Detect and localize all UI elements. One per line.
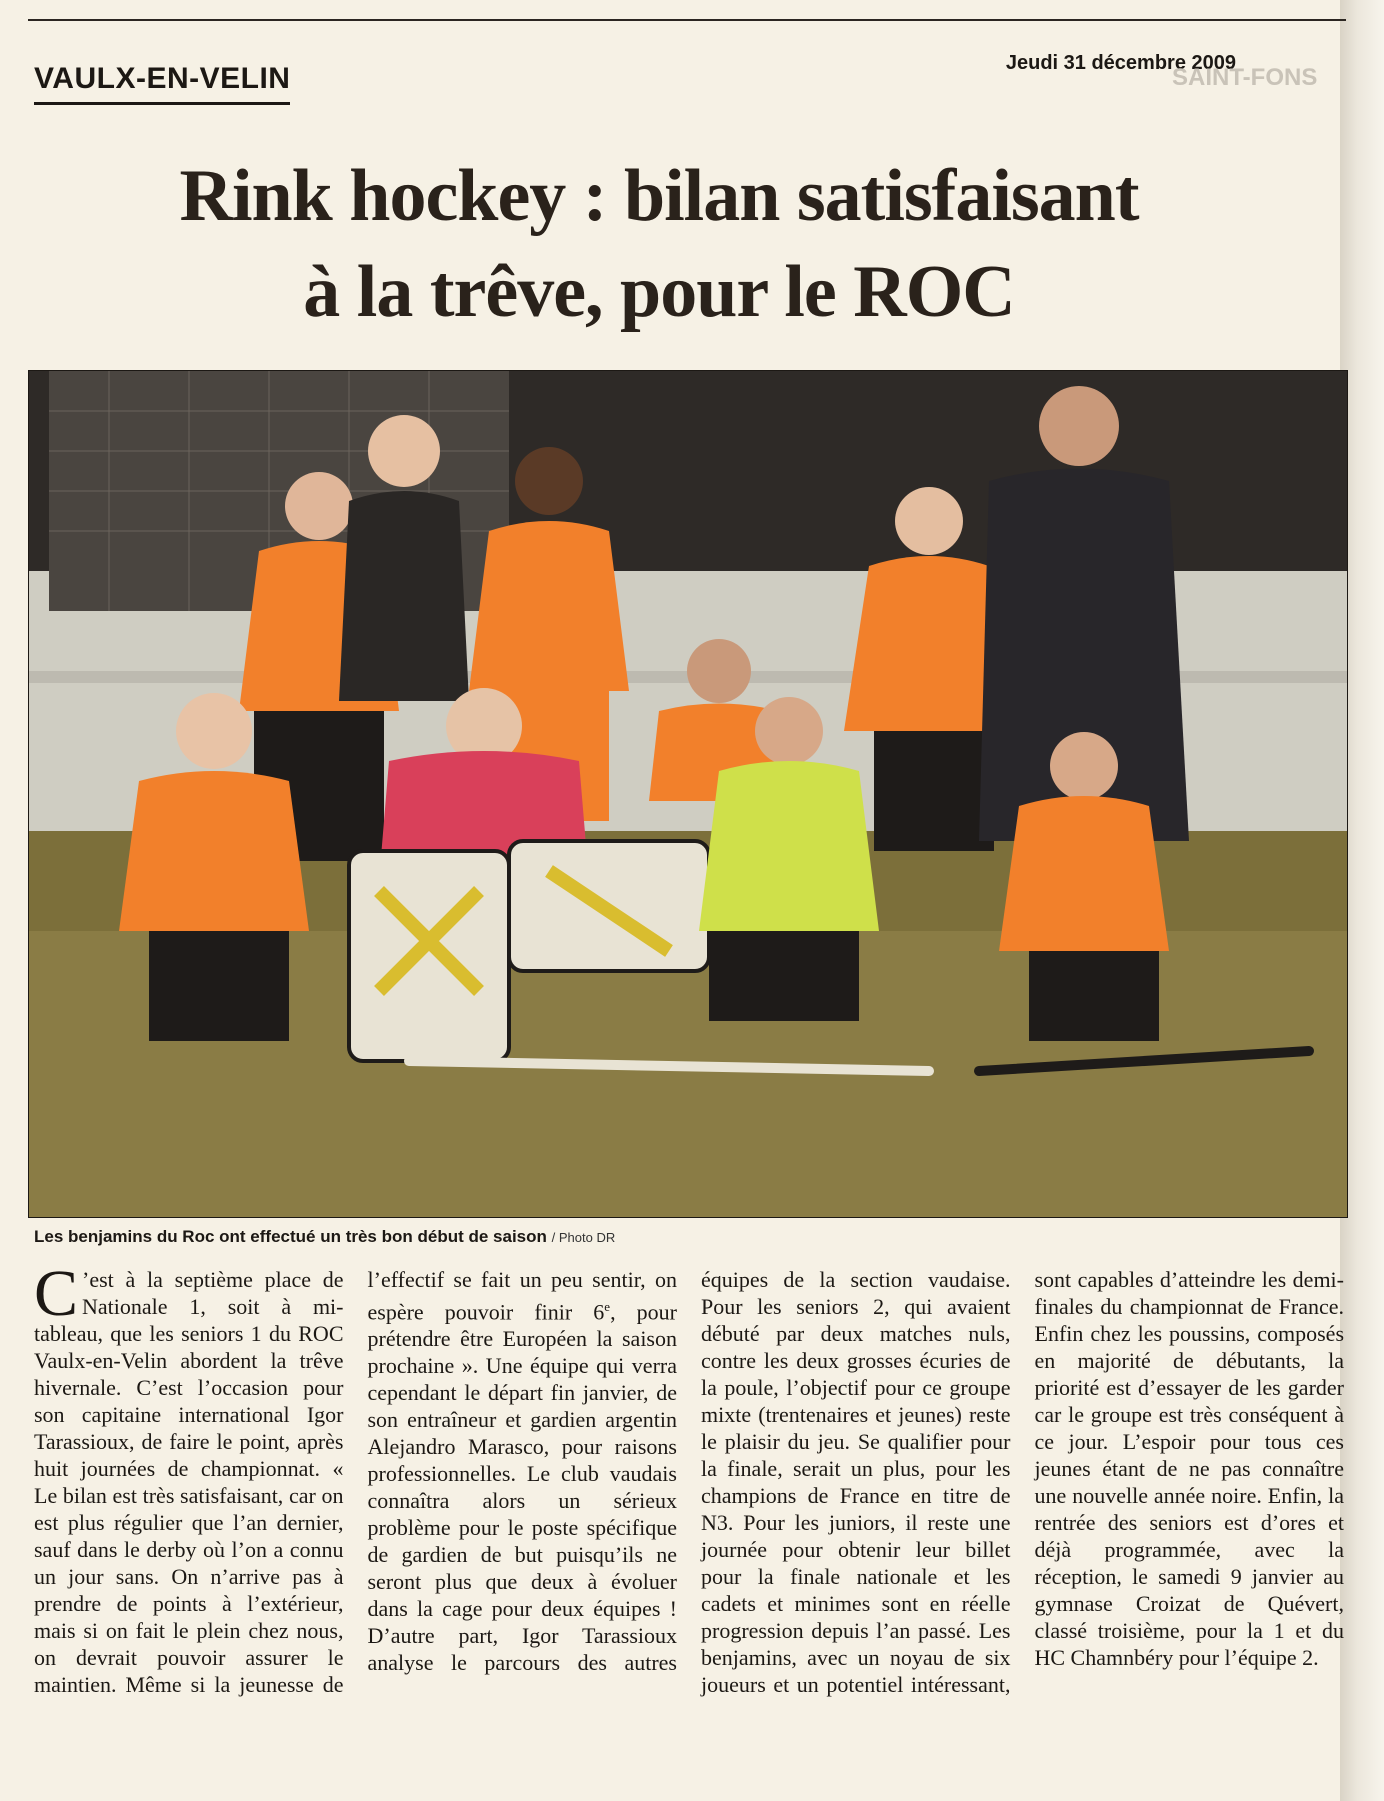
team-photo-illustration — [29, 371, 1347, 1217]
drop-cap: C — [34, 1257, 79, 1330]
headline-line-1: Rink hockey : bilan satisfaisant — [179, 155, 1139, 237]
caption-text: Les benjamins du Roc ont effectué un très bon début de saison — [34, 1227, 547, 1246]
ordinal-sup: e — [604, 1299, 611, 1314]
adjacent-page-fragment: SAINT-FONS — [1172, 64, 1318, 91]
top-rule — [28, 19, 1346, 21]
article-body — [34, 1257, 1344, 1776]
publication-date: Jeudi 31 décembre 2009 — [1005, 52, 1236, 74]
photo-caption — [34, 1227, 1334, 1247]
team-photo — [28, 370, 1348, 1218]
article-text-1: ’est à la septième place de Nationale 1, soit à mi-tableau, que les seniors 1 du ROC Vaulx-en-Velin abordent la trêve hivernale. C’est l’occasion pour son capitaine international Igor Tarassioux, de faire le point, après huit journées de championnat. « Le bilan est très satisfaisant, car on est plus régulier que l’an dernier, sauf dans le derby où l’on a connu un jour sans. On n’arrive pas à prendre de points à l’extérieur, mais si on fait le plein chez nous, on devrait pouvoir assurer le maintien. Même si la jeunesse de l’effectif se fait un peu sentir, on espère pouvoir finir 6 — [34, 1267, 677, 1697]
headline — [40, 148, 1278, 340]
article-text-2: , pour prétendre être Européen la saison prochaine ». Une équipe qui verra cependant le départ fin janvier, de son entraîneur et gardien argentin Alejandro Marasco, pour raisons professionnelles. Le club vaudais connaîtra alors un sérieux problème pour le poste spécifique de gardien de but puisqu’ils ne seront plus que deux à évoluer dans la cage pour deux équipes ! D’autre part, Igor Tarassioux analyse le parcours des autres équipes de la section vaudaise. Pour les seniors 2, qui avaient débuté par deux matches nuls, contre les deux grosses écuries de la poule, l’objectif pour ce groupe mixte (trentenaires et jeunes) reste le plaisir du jeu. Se qualifier pour la finale, serait un plus, pour les champions de France en titre de N3. Pour les juniors, il reste une journée pour obtenir leur billet pour la finale nationale et les cadets et minimes sont en réelle progression depuis l’an passé. Les benjamins, avec un noyau de six joueurs et un potentiel intéressant, sont capables d’atteindre les demi-finales du championnat de France. Enfin chez les poussins, composés en majorité de débutants, la priorité est d’essayer de les garder car le groupe est très conséquent à ce jour. L’espoir pour tous ces jeunes étant de ne pas connaître une nouvelle année noire. Enfin, la rentrée des seniors est d’ores et déjà programmée, avec la réception, le samedi 9 janvier au gymnase Croizat de Quévert, classé troisième, pour la 1 et du HC Chamnbéry pour l’équipe 2. — [367, 1267, 1344, 1697]
photo-credit: / Photo DR — [551, 1230, 616, 1245]
section-rubric: VAULX-EN-VELIN — [34, 62, 290, 105]
article-paragraph — [34, 1257, 1344, 1698]
headline-line-2: à la trêve, pour le ROC — [303, 251, 1015, 333]
